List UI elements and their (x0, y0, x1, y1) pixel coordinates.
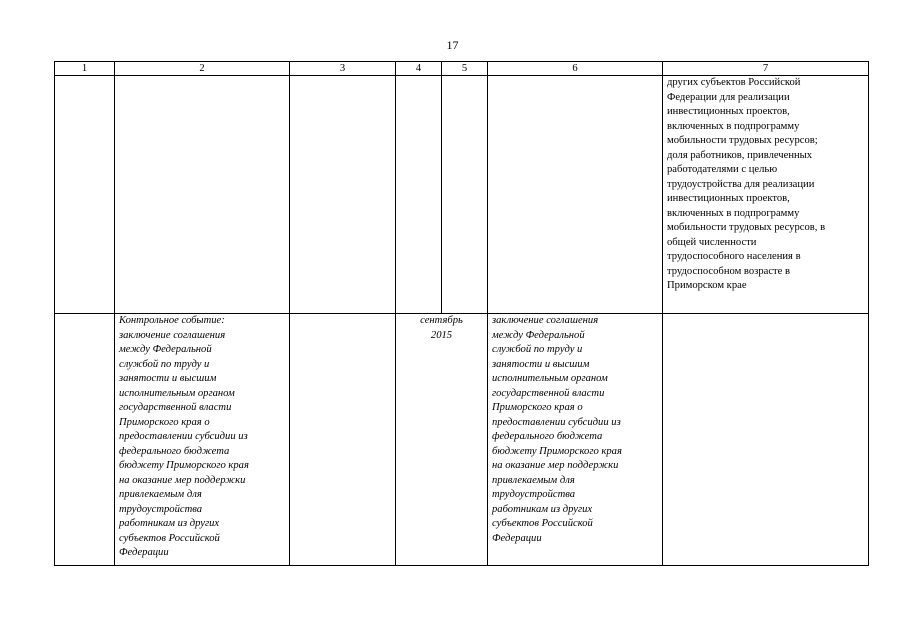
cell-r1-c5 (442, 76, 488, 314)
table-row (55, 76, 869, 314)
text-line: бюджету Приморского края (492, 445, 622, 457)
text-line: Приморском крае (667, 280, 747, 291)
text-line: инвестиционных проектов, (667, 193, 790, 204)
indicator-text (667, 76, 864, 294)
text-line: Федерации для реализации (667, 91, 790, 103)
text-line: сентябрь (420, 315, 463, 326)
text-line: федерального бюджета (119, 445, 230, 457)
text-line: доля работников, привлеченных (667, 149, 813, 161)
cell-r2-c3 (290, 314, 396, 566)
text-line: Приморского края о (492, 402, 583, 413)
text-line: службой по труду и (492, 344, 583, 355)
text-line: 2015 (430, 329, 453, 341)
text-line: субъектов Российской (492, 518, 593, 529)
text-line: трудоустройства для реализации (667, 178, 815, 190)
text-line: мобильности трудовых ресурсов, в (667, 222, 826, 233)
page-number: 17 (446, 38, 459, 52)
col-header-6: 6 (488, 62, 663, 76)
col-header-3: 3 (290, 62, 396, 76)
text-line: других субъектов Российской (667, 77, 801, 88)
col-header-4: 4 (396, 62, 442, 76)
deadline-text (400, 314, 483, 343)
cell-r2-c6 (488, 314, 663, 566)
text-line: трудоспособном возрасте в (667, 265, 791, 277)
text-line: привлекаемым для (119, 489, 202, 500)
col-header-7: 7 (663, 62, 869, 76)
col-header-1: 1 (55, 62, 115, 76)
text-line: исполнительным органом (119, 387, 235, 399)
text-line: на оказание мер поддержки (492, 460, 619, 471)
text-line: Контрольное событие: (119, 315, 225, 326)
text-line: заключение соглашения (492, 315, 599, 326)
text-line: бюджету Приморского края (119, 460, 249, 471)
cell-r1-c6 (488, 76, 663, 314)
text-line: предоставлении субсидии из (492, 416, 621, 428)
text-line: трудоспособного населения в (667, 251, 801, 262)
text-line: службой по труду и (119, 358, 210, 370)
text-line: трудоустройства (119, 503, 203, 515)
cell-r2-c1 (55, 314, 115, 566)
text-line: заключение соглашения (119, 329, 226, 341)
text-line: Федерации (492, 532, 542, 544)
text-line: государственной власти (119, 402, 232, 413)
text-line: Федерации (119, 547, 169, 558)
text-line: занятости и высшим (119, 373, 217, 384)
plan-table (54, 61, 869, 566)
table-row (55, 314, 869, 566)
col-header-5: 5 (442, 62, 488, 76)
text-line: общей численности (667, 236, 757, 248)
text-line: между Федеральной (492, 329, 585, 341)
cell-r2-c7 (663, 314, 869, 566)
text-line: Приморского края о (119, 416, 210, 428)
text-line: занятости и высшим (492, 358, 590, 370)
text-line: федерального бюджета (492, 431, 603, 442)
result-text (492, 314, 658, 546)
cell-r1-c7 (663, 76, 869, 314)
cell-r1-c2 (115, 76, 290, 314)
cell-r1-c3 (290, 76, 396, 314)
text-line: включенных в подпрограмму (667, 207, 800, 219)
text-line: привлекаемым для (492, 474, 575, 486)
text-line: мобильности трудовых ресурсов; (667, 135, 818, 146)
text-line: трудоустройства (492, 489, 576, 500)
text-line: государственной власти (492, 387, 605, 399)
cell-r2-c45 (396, 314, 488, 566)
text-line: работникам из других (492, 503, 593, 515)
control-event-text (119, 314, 285, 561)
text-line: между Федеральной (119, 344, 212, 355)
header-row (55, 62, 869, 76)
cell-r1-c4 (396, 76, 442, 314)
text-line: работодателями с целью (667, 164, 778, 175)
cell-r2-c2 (115, 314, 290, 566)
text-line: инвестиционных проектов, (667, 106, 790, 117)
text-line: работникам из других (119, 518, 220, 529)
text-line: предоставлении субсидии из (119, 431, 248, 442)
cell-r1-c1 (55, 76, 115, 314)
text-line: субъектов Российской (119, 532, 220, 544)
col-header-2: 2 (115, 62, 290, 76)
text-line: исполнительным органом (492, 373, 608, 384)
text-line: включенных в подпрограмму (667, 120, 800, 132)
text-line: на оказание мер поддержки (119, 474, 246, 486)
